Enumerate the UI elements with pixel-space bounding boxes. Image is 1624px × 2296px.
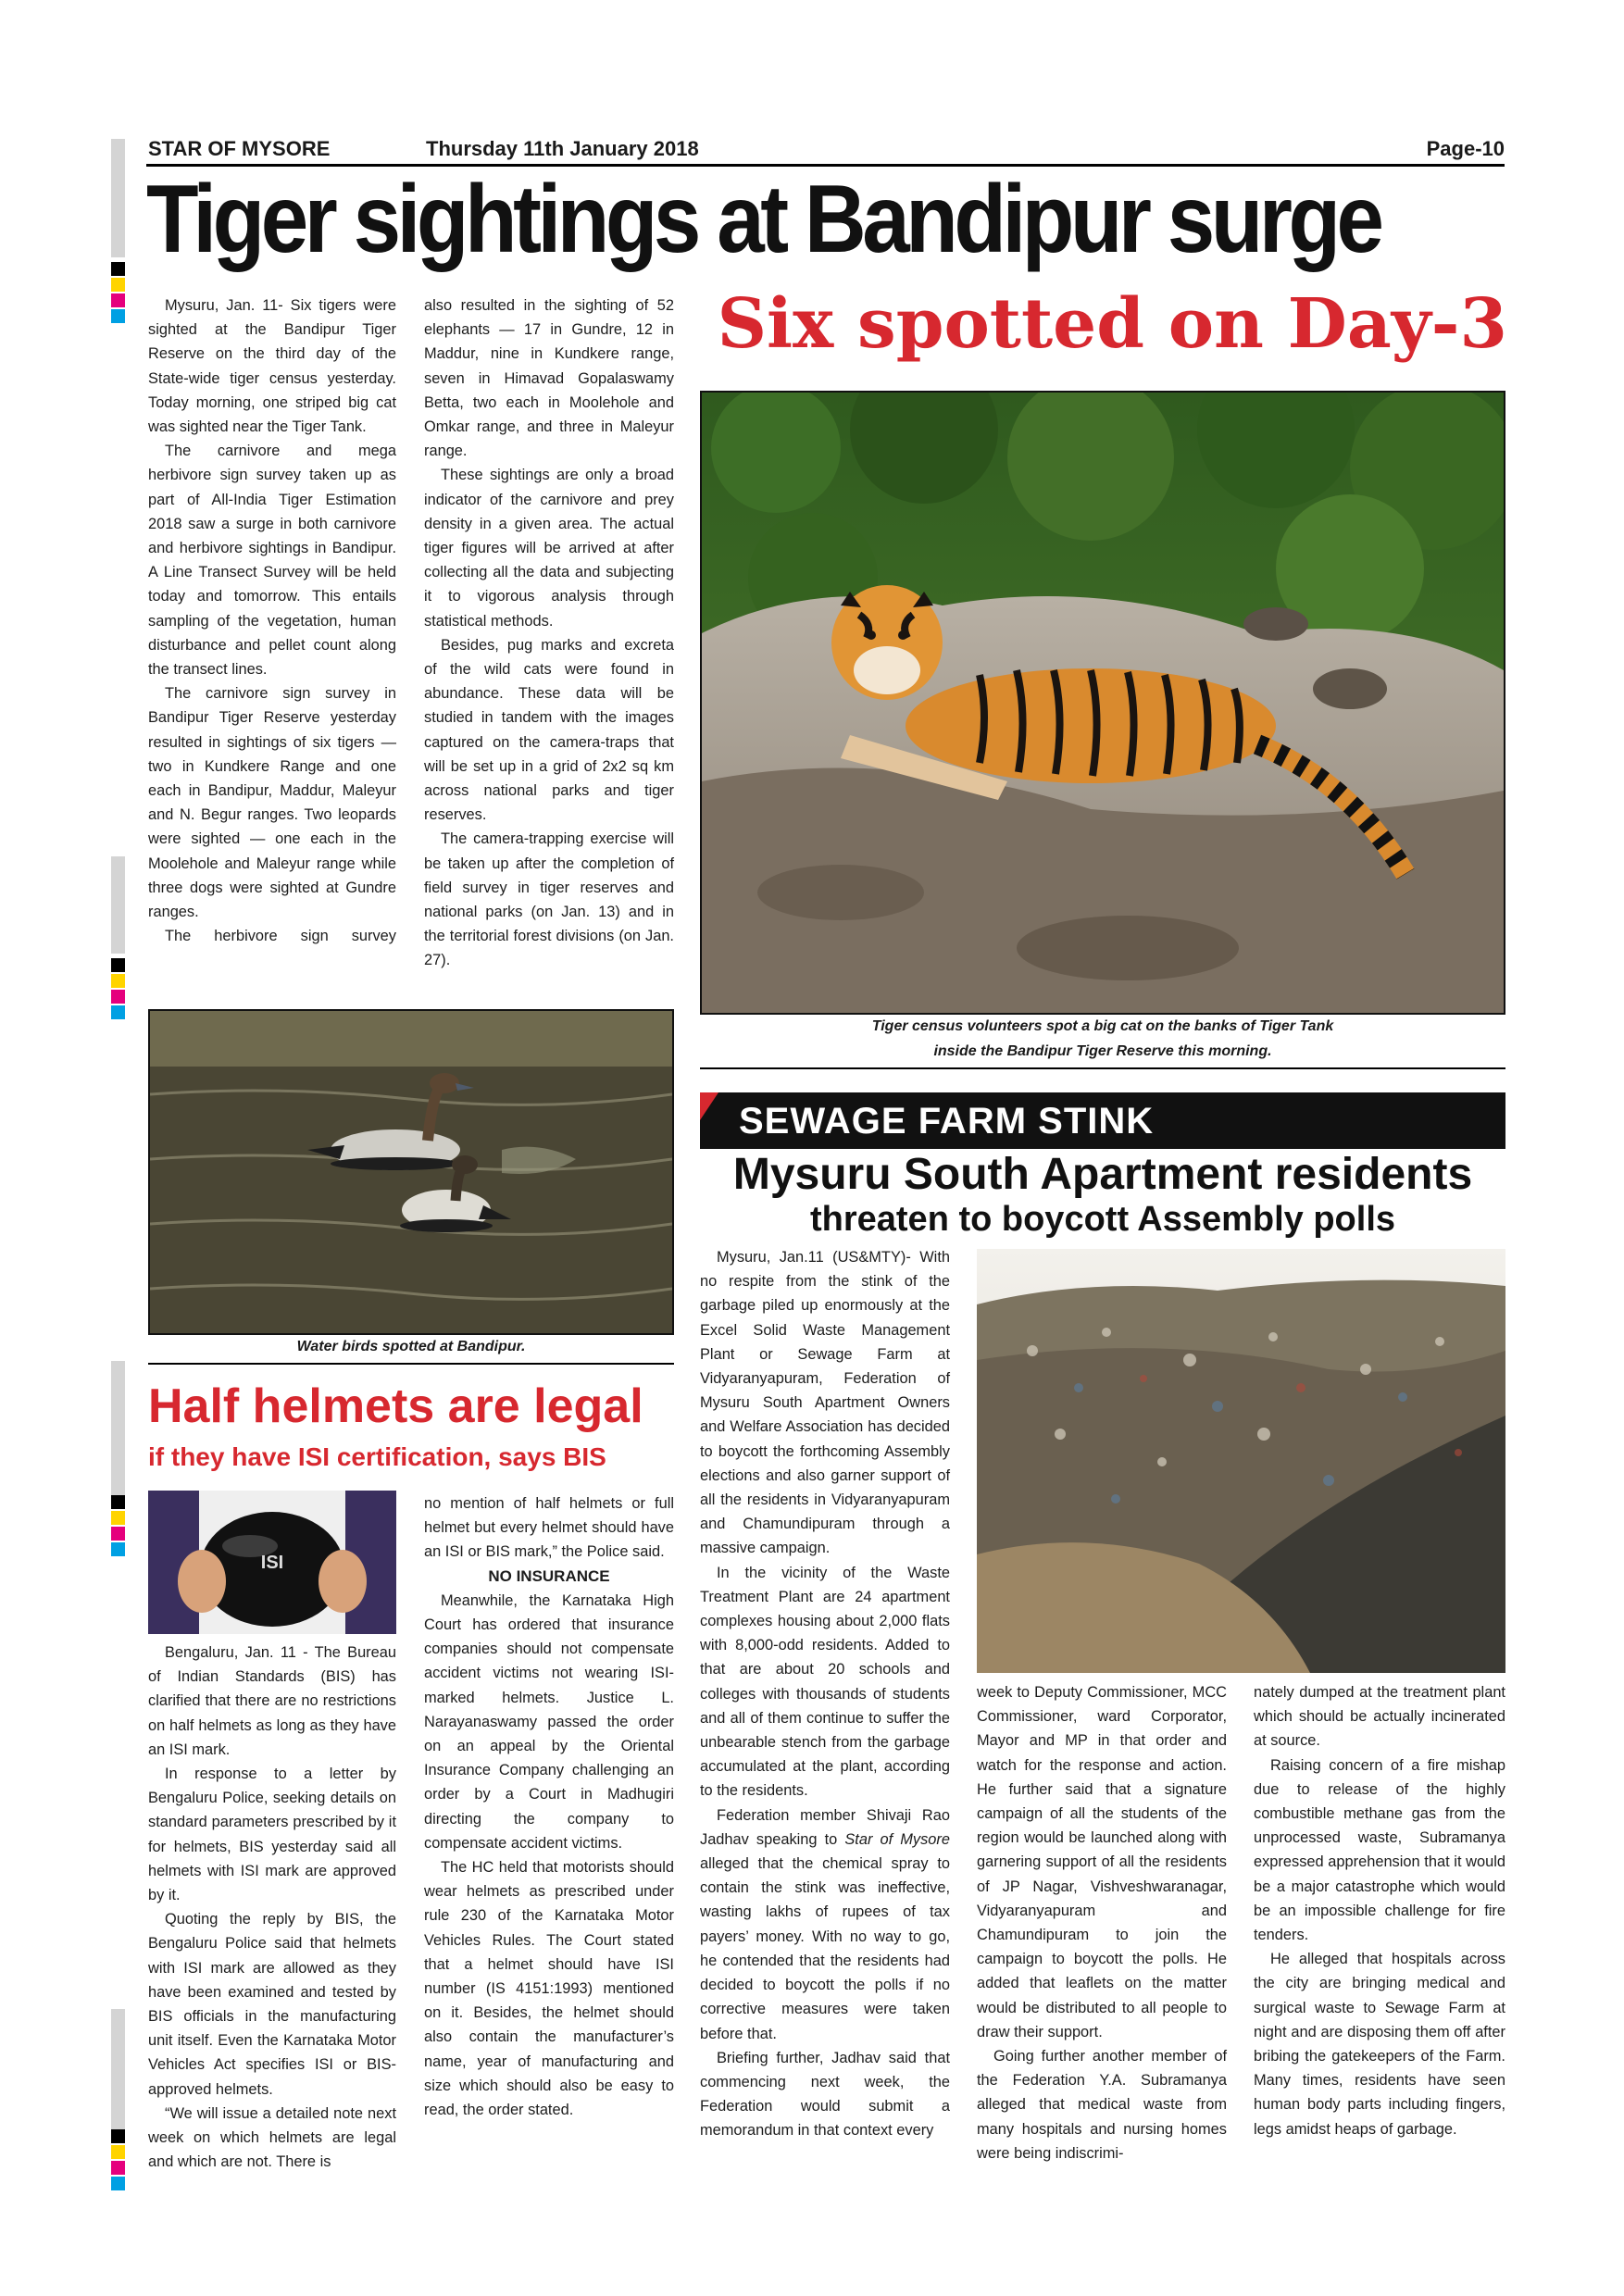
birds-caption-rule (148, 1363, 674, 1365)
helmet-photo (148, 1491, 396, 1634)
cmyk-magenta-mark (111, 990, 125, 1004)
paragraph: The herbivore sign survey (165, 928, 396, 945)
helmet-headline: Half helmets are legal (148, 1379, 643, 1433)
paragraph: These sightings are only a broad indicator of the carnivore and prey density in a given area. The actual tiger figures will be arrived at after collecting all the data and subjecting it to vigorous analysis through statistical methods. (424, 467, 674, 630)
tiger-photo-caption-line-2: inside the Bandipur Tiger Reserve this morning. (933, 1043, 1272, 1059)
paragraph: In the vicinity of the Waste Treatment Plant are 24 apartment complexes housing about 2,000 flats with 8,000-odd residents. Added to that are about 20 schools and colleges with thousands of students and all of them continue to suffer the unbearable stench from the garbage accumulated at the plant, according to the residents. (700, 1564, 950, 1800)
cmyk-cyan-mark (111, 1542, 125, 1556)
paragraph: week to Deputy Commissioner, MCC Commissioner, ward Corporator, Mayor and MP in that order and watch for the response and action. He further said that a signature campaign of all the students of the region would be launched along with garnering support of all the residents of JP Nagar, Vishveshwaranagar, Vidyaranyapuram and Chamundipuram to join the campaign to boycott the polls. He added that leaflets on the matter would be distributed to all people to draw their support. (977, 1684, 1227, 2040)
paragraph: The camera-trapping exercise will be taken up after the completion of field survey in tiger reserves and national parks (on Jan. 13) and in the territorial forest divisions (on Jan. 27). (424, 830, 674, 969)
tiger-photo-art (702, 393, 1504, 1013)
margin-bar-2 (111, 856, 125, 954)
sewage-kicker-bar (700, 1092, 1505, 1149)
cmyk-cyan-mark (111, 2177, 125, 2190)
cmyk-magenta-mark (111, 1527, 125, 1541)
cmyk-black-mark (111, 2129, 125, 2143)
margin-bar-3 (111, 1361, 125, 1495)
paragraph: He alleged that hospitals across the city are bringing medical and surgical waste to Sewage Farm at night and are disposing them off after bribing the gatekeepers of the Farm. Many times, residents have seen human body parts including fingers, legs amidst heaps of garbage. (1254, 1951, 1505, 2138)
paragraph (700, 1803, 950, 2046)
paragraph: In response to a letter by Bengaluru Police, seeking details on standard parameters prescribed by it for helmets, BIS yesterday said all helmets with ISI mark are approved by it. (148, 1766, 396, 1904)
paragraph: also resulted in the sighting of 52 elephants — 17 in Gundre, 12 in Maddur, nine in Kundkere range, seven in Himavad Gopalaswamy Betta, two each in Moolehole and Omkar range, and three in Maleyur range. (424, 297, 674, 460)
sewage-column-1 (700, 1245, 950, 2143)
cmyk-yellow-mark (111, 2145, 125, 2159)
paragraph: Bengaluru, Jan. 11 - The Bureau of Indian Standards (BIS) has clarified that there are no restrictions on half helmets as long as they have an ISI mark. (148, 1644, 396, 1758)
helmet-photo-art (148, 1491, 396, 1634)
margin-bar-4 (111, 2009, 125, 2129)
helmet-subhead: if they have ISI certification, says BIS (148, 1442, 606, 1471)
sewage-kicker: SEWAGE FARM STINK (739, 1101, 1155, 1142)
cmyk-magenta-mark (111, 293, 125, 307)
tiger-subhead: Six spotted on Day-3 (717, 284, 1507, 364)
garbage-dump-photo (977, 1249, 1505, 1673)
tiger-photo-caption-line-1: Tiger census volunteers spot a big cat on the banks of Tiger Tank (871, 1018, 1334, 1034)
sewage-column-3 (1254, 1680, 1505, 2141)
page-number: Page-10 (1426, 137, 1505, 160)
no-insurance-subhead: NO INSURANCE (488, 1566, 610, 1585)
cmyk-yellow-mark (111, 1511, 125, 1525)
paragraph: Going further another member of the Federation Y.A. Subramanya alleged that medical waste from many hospitals and nursing homes were being indiscrimi- (977, 2048, 1227, 2162)
paragraph: Briefing further, Jadhav said that commencing next week, the Federation would submit a memorandum in that context every (700, 2049, 950, 2140)
cmyk-yellow-mark (111, 278, 125, 292)
cmyk-yellow-mark (111, 974, 125, 988)
water-birds-photo (148, 1009, 674, 1335)
paragraph: “We will issue a detailed note next week on which helmets are legal and which are not. There is (148, 2104, 396, 2171)
paragraph: The HC held that motorists should wear helmets as prescribed under rule 230 of the Karnataka Motor Vehicles Rules. The Court stated that a helmet should have ISI number (IS 4151:1993) mentioned on it. Besides, the helmet should also contain the manufacturer’s name, year of manufacturing and size which should also be easy to read, the order stated. (424, 1859, 674, 2119)
garbage-dump-photo-art (977, 1249, 1505, 1673)
paragraph: no mention of half helmets or full helmet but every helmet should have an ISI or BIS mark,” the Police said. (424, 1495, 674, 1561)
text: Federation member Shivaji Rao Jadhav speaking to (700, 1806, 950, 1848)
water-birds-photo-art (150, 1011, 672, 1333)
paragraph: nately dumped at the treatment plant which should be actually incinerated at source. (1254, 1684, 1505, 1750)
text: alleged that the chemical spray to contain the stink was ineffective, wasting lakhs of rupees of tax payers’ money. With no way to go, he contended that the residents had decided to boycott the polls if no corrective measures were taken before that. (700, 1855, 950, 2042)
cmyk-cyan-mark (111, 1005, 125, 1019)
paper-name: STAR OF MYSORE (148, 137, 331, 160)
paragraph: Mysuru, Jan. 11- Six tigers were sighted at the Bandipur Tiger Reserve on the third day of the State-wide tiger census yesterday. Today morning, one striped big cat was sighted near the Tiger Tank. (148, 297, 396, 436)
helmet-column-1 (148, 1641, 396, 2174)
water-birds-caption: Water birds spotted at Bandipur. (296, 1339, 526, 1354)
paragraph: Quoting the reply by BIS, the Bengaluru Police said that helmets with ISI mark are allowed as they have been examined and tested by BIS officials in the manufacturing unit itself. Even the Karnataka Motor Vehicles Act specifies ISI or BIS-approved helmets. (148, 1911, 396, 2098)
tiger-headline: Tiger sightings at Bandipur surge (146, 166, 1380, 273)
paragraph: Raising concern of a fire mishap due to release of the highly combustible methane gas from the unprocessed waste, Subramanya expressed apprehension that it would be a major catastrophe which would be an impossible challenge for fire tenders. (1254, 1756, 1505, 1944)
paper-name-italic: Star of Mysore (844, 1830, 950, 1848)
cmyk-magenta-mark (111, 2161, 125, 2175)
tiger-photo (700, 391, 1505, 1015)
helmet-isi-logo: ISI (260, 1553, 284, 1573)
cmyk-cyan-mark (111, 309, 125, 323)
tiger-column-1 (148, 293, 396, 948)
cmyk-black-mark (111, 958, 125, 972)
paragraph: Mysuru, Jan.11 (US&MTY)- With no respite from the stink of the garbage piled up enormously at the Excel Solid Waste Management Plant or Sewage Farm at Vidyaranyapuram, Federation of Mysuru South Apartment Owners and Welfare Association has decided to boycott the forthcoming Assembly elections and also garner support of all the residents in Vidyaranyapuram and Chamundipuram through a massive campaign. (700, 1249, 950, 1557)
tiger-column-2 (424, 293, 674, 973)
cmyk-black-mark (111, 1495, 125, 1509)
paragraph: The carnivore and mega herbivore sign survey taken up as part of All-India Tiger Estimation 2018 saw a surge in both carnivore and herbivore sightings in Bandipur. A Line Transect Survey will be held today and tomorrow. This entails sampling of the vegetation, human disturbance and pellet count along the transect lines. (148, 443, 396, 679)
paragraph: The carnivore sign survey in Bandipur Tiger Reserve yesterday resulted in sightings of six tigers — two in Kundkere Range and one each in Bandipur, Maddur, Maleyur and N. Begur ranges. Two leopards were sighted — one each in the Moolehole and Maleyur range while three dogs were sighted at Gundre ranges. (148, 685, 396, 921)
margin-bar-1 (111, 139, 125, 257)
sewage-column-2 (977, 1680, 1227, 2165)
sewage-headline: Mysuru South Apartment residents (732, 1150, 1473, 1199)
paragraph: Besides, pug marks and excreta of the wild cats were found in abundance. These data will be studied in tandem with the images captured on the camera-traps that will be set up in a grid of 2x2 sq km across national parks and tiger reserves. (424, 636, 674, 824)
sewage-headline-2: threaten to boycott Assembly polls (809, 1200, 1396, 1239)
paragraph: Meanwhile, the Karnataka High Court has ordered that insurance companies should not compensate accident victims not wearing ISI-marked helmets. Justice L. Narayanaswamy passed the order on an appeal by the Oriental Insurance Company challenging an order by a Court in Madhugiri directing the company to compensate accident victims. (424, 1591, 674, 1852)
kicker-red-corner (700, 1092, 718, 1120)
issue-date: Thursday 11th January 2018 (426, 137, 699, 160)
helmet-column-2 (424, 1491, 674, 2122)
cmyk-black-mark (111, 262, 125, 276)
caption-rule (700, 1067, 1505, 1069)
